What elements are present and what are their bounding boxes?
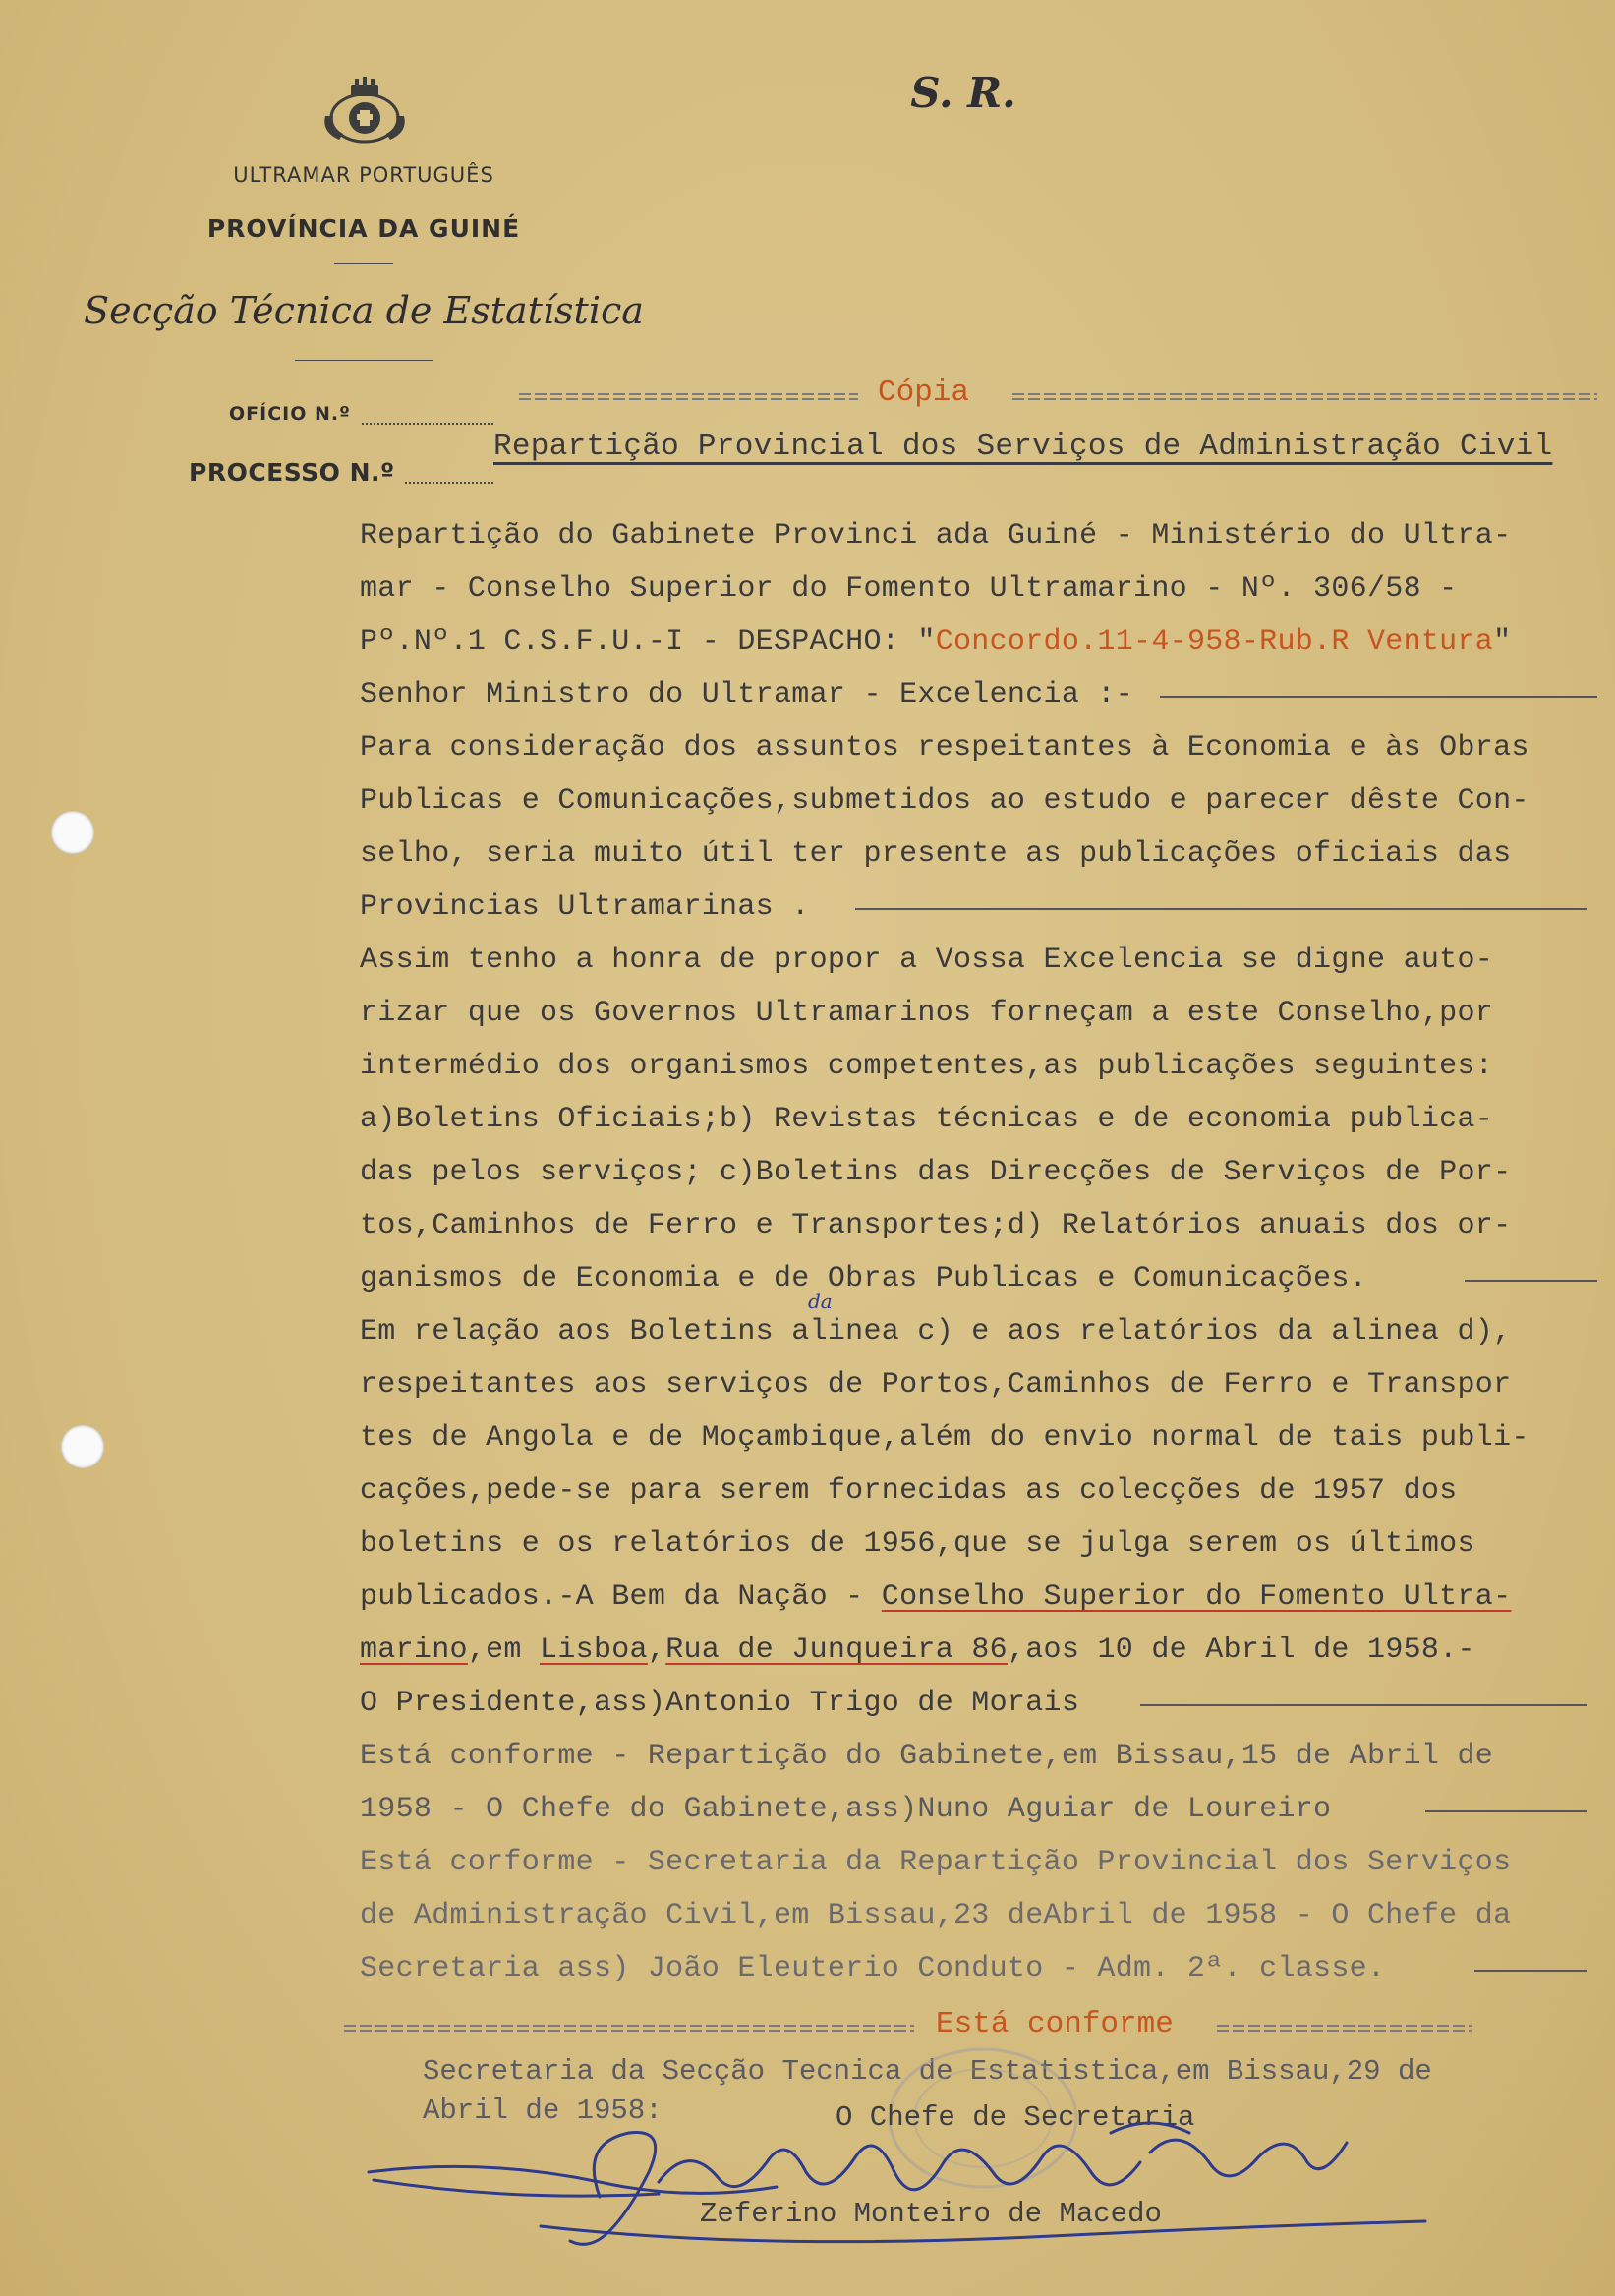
- body-line: Publicas e Comunicações,submetidos ao estudo e parecer dêste Con-: [360, 784, 1529, 818]
- body-line: Senhor Ministro do Ultramar - Excelencia :-: [360, 678, 1134, 712]
- handwritten-insert: da: [808, 1290, 833, 1313]
- underlined-text: marino: [360, 1634, 468, 1667]
- body-line-despacho: [360, 615, 1511, 668]
- filler-line: [1140, 1704, 1587, 1706]
- oficio-label: OFÍCIO N.º: [229, 403, 351, 425]
- oficio-field: [362, 423, 493, 425]
- text-run: publicados.-A Bem da Nação -: [360, 1580, 882, 1614]
- text-run: ,aos 10 de Abril de 1958.-: [1007, 1634, 1475, 1667]
- letterhead-seccao: Secção Técnica de Estatística: [84, 289, 644, 332]
- body-line: Está conforme - Repartição do Gabinete,em Bissau,15 de Abril de: [360, 1740, 1494, 1773]
- body-line: respeitantes aos serviços de Portos,Caminhos de Ferro e Transpor: [360, 1368, 1512, 1402]
- despacho-note: Concordo.11-4-958-Rub.R Ventura: [935, 625, 1494, 659]
- text-run: ,em: [467, 1634, 541, 1667]
- body-line: 1958 - O Chefe do Gabinete,ass)Nuno Aguiar de Loureiro: [360, 1793, 1332, 1826]
- body-line-place-date: [360, 1624, 1475, 1677]
- decorative-dash-line: [1217, 2023, 1472, 2033]
- stamp-text: Secretaria da Secção Tecnica de Estatistica,em Bissau,29 de: [423, 2055, 1432, 2088]
- coat-of-arms-icon: [319, 77, 410, 149]
- body-line: Para consideração dos assuntos respeitantes à Economia e às Obras: [360, 731, 1529, 765]
- body-line: boletins e os relatórios de 1956,que se julga serem os últimos: [360, 1527, 1475, 1561]
- processo-field: [405, 482, 493, 484]
- signer-role: O Chefe de Secretaria: [836, 2101, 1195, 2134]
- body-line-signoff: [360, 1571, 1511, 1624]
- body-line: a)Boletins Oficiais;b) Revistas técnicas e de economia publica-: [360, 1103, 1494, 1136]
- body-line: ganismos de Economia e de Obras Publicas e Comunicações.: [360, 1262, 1367, 1295]
- decorative-dash-line: [1012, 391, 1597, 401]
- text-run: Pº.Nº.1 C.S.F.U.-I - DESPACHO: ": [360, 625, 936, 659]
- conforme-heading: Está conforme: [936, 2007, 1174, 2041]
- stamp-text: Abril de 1958:: [423, 2095, 663, 2127]
- sr-mark: S. R.: [910, 69, 1016, 117]
- body-line: O Presidente,ass)Antonio Trigo de Morais: [360, 1687, 1080, 1720]
- punch-hole: [61, 1425, 104, 1468]
- filler-line: [1465, 1280, 1597, 1282]
- filler-line: [1474, 1970, 1587, 1972]
- filler-line: [1425, 1810, 1587, 1812]
- body-line: cações,pede-se para serem fornecidas as colecções de 1957 dos: [360, 1474, 1458, 1508]
- filler-line: [1160, 696, 1597, 698]
- body-line: Provincias Ultramarinas .: [360, 890, 810, 924]
- department-title: Repartição Provincial dos Serviços de Administração Civil: [493, 430, 1553, 464]
- body-line: Em relação aos Boletins alinea c) e aos relatórios da alinea d),: [360, 1315, 1512, 1349]
- underlined-text: Rua de Junqueira 86: [665, 1634, 1008, 1667]
- text-run: ,: [647, 1634, 666, 1667]
- text-run: ": [1493, 625, 1512, 659]
- decorative-dash-line: [519, 391, 858, 401]
- divider: [295, 360, 433, 361]
- body-line: Repartição do Gabinete Provinci ada Guiné - Ministério do Ultra-: [360, 519, 1512, 552]
- body-line: de Administração Civil,em Bissau,23 deAbril de 1958 - O Chefe da: [360, 1899, 1512, 1932]
- signature-icon: [364, 2103, 1474, 2261]
- underlined-text: Lisboa: [540, 1634, 648, 1667]
- punch-hole: [51, 811, 94, 854]
- underlined-text: Conselho Superior do Fomento Ultra-: [881, 1580, 1512, 1614]
- body-line: Secretaria ass) João Eleuterio Conduto - Adm. 2ª. classe.: [360, 1952, 1386, 1985]
- body-line: tos,Caminhos de Ferro e Transportes;d) Relatórios anuais dos or-: [360, 1209, 1512, 1242]
- letterhead-provincia: PROVÍNCIA DA GUINÉ: [206, 214, 521, 243]
- body-line: selho, seria muito útil ter presente as publicações oficiais das: [360, 837, 1512, 871]
- divider: [334, 263, 393, 264]
- body-line: intermédio dos organismos competentes,as publicações seguintes:: [360, 1050, 1494, 1083]
- letterhead-ultramar: ULTRAMAR PORTUGUÊS: [233, 163, 494, 187]
- body-line: Assim tenho a honra de propor a Vossa Excelencia se digne auto-: [360, 944, 1494, 977]
- body-line: das pelos serviços; c)Boletins das Direcções de Serviços de Por-: [360, 1156, 1512, 1189]
- processo-label: PROCESSO N.º: [189, 458, 395, 487]
- signer-name: Zeferino Monteiro de Macedo: [700, 2198, 1162, 2230]
- body-line: rizar que os Governos Ultramarinos forneçam a este Conselho,por: [360, 997, 1494, 1030]
- copy-heading: Cópia: [878, 375, 970, 410]
- decorative-dash-line: [344, 2023, 914, 2033]
- body-line: tes de Angola e de Moçambique,além do envio normal de tais publi-: [360, 1421, 1529, 1455]
- body-line: mar - Conselho Superior do Fomento Ultramarino - Nº. 306/58 -: [360, 572, 1458, 605]
- body-line: Está corforme - Secretaria da Repartição Provincial dos Serviços: [360, 1846, 1512, 1879]
- filler-line: [855, 908, 1587, 910]
